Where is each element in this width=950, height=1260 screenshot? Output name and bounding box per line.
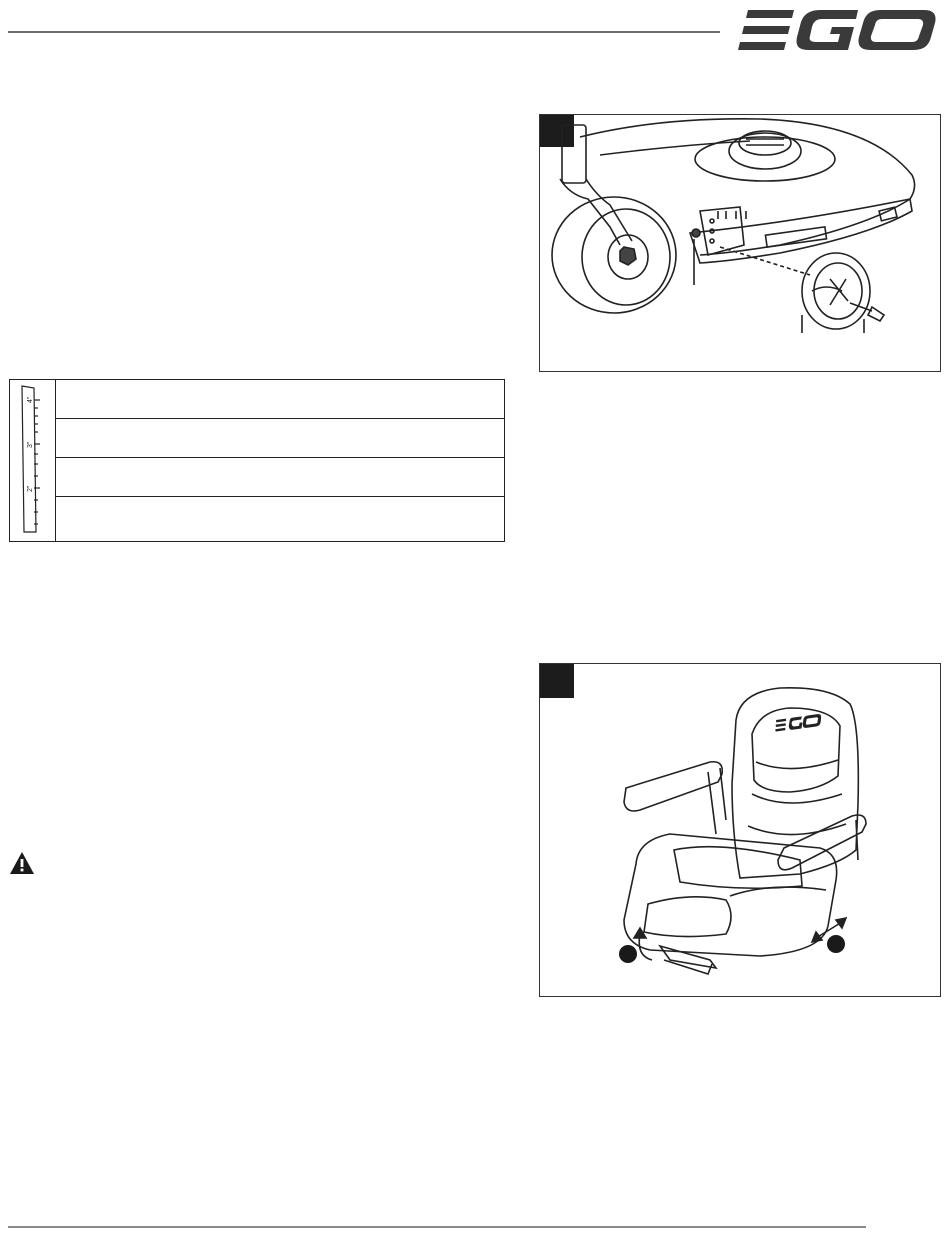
footer-rule — [8, 1226, 866, 1228]
header-rule — [8, 31, 720, 33]
table-row — [56, 380, 504, 419]
table-row — [56, 419, 504, 458]
gauge-mark-3: 3" — [27, 441, 34, 448]
seat-illustration — [540, 664, 940, 996]
cutting-height-table — [9, 379, 505, 542]
gauge-mark-2: 2" — [27, 485, 34, 492]
warning-icon — [9, 851, 35, 875]
table-row — [56, 497, 504, 540]
figure-seat-adjust — [539, 663, 941, 997]
deck-wheel-illustration — [540, 115, 940, 371]
ego-logo — [734, 6, 940, 54]
table-row — [56, 458, 504, 497]
figure-deck-wheel — [539, 114, 941, 372]
gauge-mark-4: 4" — [27, 396, 34, 403]
height-gauge-drawing — [10, 380, 55, 541]
callout-dot-2 — [827, 935, 845, 953]
callout-dot-1 — [619, 945, 637, 963]
height-gauge — [10, 380, 56, 541]
